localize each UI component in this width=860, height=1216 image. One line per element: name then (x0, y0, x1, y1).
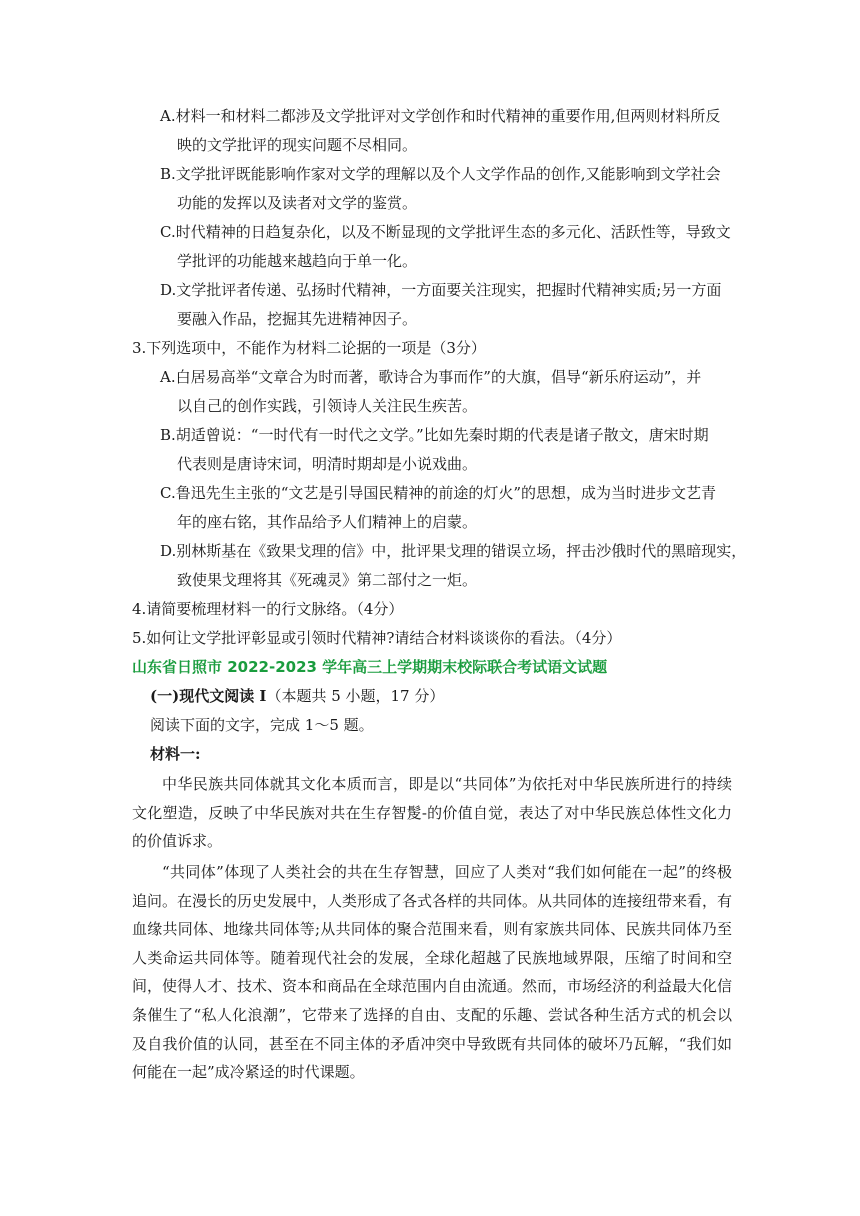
q3-option-c-line2: 年的座右铭，其作品给予人们精神上的启蒙。 (177, 513, 478, 531)
q3-option-d-line2: 致使果戈理将其《死魂灵》第二部付之一炬。 (177, 571, 478, 589)
question-3-stem: 3.下列选项中，不能作为材料二论据的一项是（3分） (132, 339, 486, 357)
q2-option-d-line1: D.文学批评者传递、弘扬时代精神，一方面要关注现实，把握时代精神实质;另一方面 (160, 281, 722, 299)
q3-option-c-line1: C.鲁迅先生主张的“文艺是引导国民精神的前途的灯火”的思想，成为当时进步文艺青 (160, 484, 717, 502)
source-title: 山东省日照市 2022-2023 学年高三上学期期末校际联合考试语文试题 (132, 658, 608, 676)
material-label: 材料一: (150, 745, 201, 763)
question-5: 5.如何让文学批评彰显或引领时代精神?请结合材料谈谈你的看法。（4分） (132, 629, 622, 647)
q3-option-d-line1: D.别林斯基在《致果戈理的信》中，批评果戈理的错误立场，抨击沙俄时代的黑暗现实， (160, 542, 747, 560)
section-note: （本题共 5 小题，17 分） (266, 687, 445, 705)
paragraph-2: “共同体”体现了人类社会的共在生存智慧，回应了人类对“我们如何能在一起”的终极追问。在漫长的历史发展中，人类形成了各式各样的共同体。从共同体的连接纽带来看，有血缘共同体、地缘共同体等;从共同体的聚合范围来看，则有家族共同体、民族共同体乃至人类命运共同体等。随着现代社会的发展，全球化超越了民族地域界限，压缩了时间和空间，使得人才、技术、资本和商品在全球范围内自由流通。然而，市场经济的利益最大化信条催生了“私人化浪潮”，它带来了选择的自由、支配的乐趣、尝试各种生活方式的机会以及自我价值的认同，甚至在不同主体的矛盾冲突中导致既有共同体的破坏乃瓦解，“我们如何能在一起”成冷紧迳的时代课题。 (132, 863, 733, 1082)
q3-option-b-line1: B.胡适曾说：“一时代有一时代之文学。”比如先秦时期的代表是诸子散文，唐宋时期 (160, 426, 709, 444)
q2-option-b-line2: 功能的发挥以及读者对文学的鉴赏。 (177, 194, 418, 212)
section-label: (一)现代文阅读 I (150, 687, 267, 705)
q2-option-b-line1: B.文学批评既能影响作家对文学的理解以及个人文学作品的创作,又能影响到文学社会 (160, 165, 721, 183)
q2-option-d-line2: 要融入作品，挖掘其先进精神因子。 (177, 310, 418, 328)
reading-instruction: 阅读下面的文字，完成 1～5 题。 (150, 716, 374, 734)
section-heading (150, 686, 444, 706)
q2-option-a-line1: A.材料一和材料二都涉及文学批评对文学创作和时代精神的重要作用,但两则材料所反 (160, 107, 721, 125)
q3-option-b-line2: 代表则是唐诗宋词，明清时期却是小说戏曲。 (177, 455, 478, 473)
q2-option-c-line1: C.时代精神的日趋复杂化，以及不断显现的文学批评生态的多元化、活跃性等，导致文 (160, 223, 731, 241)
paragraph-1: 中华民族共同体就其文化本质而言，即是以“共同体”为依托对中华民族所进行的持续文化塑造，反映了中华民族对共在生存智髲-的价值自觉，表达了对中华民族总体性文化力的价值诉求。 (132, 775, 732, 851)
q2-option-a-line2: 映的文学批评的现实问题不尽相同。 (177, 136, 418, 154)
q3-option-a-line1: A.白居易高举“文章合为时而著，歌诗合为事而作”的大旗，倡导“新乐府运动”，并 (160, 368, 702, 386)
q2-option-c-line2: 学批评的功能越来越趋向于单一化。 (177, 252, 418, 270)
q3-option-a-line2: 以自己的创作实践，引领诗人关注民生疾苦。 (177, 397, 478, 415)
question-4: 4.请简要梳理材料一的行文脉络。（4分） (132, 600, 404, 618)
